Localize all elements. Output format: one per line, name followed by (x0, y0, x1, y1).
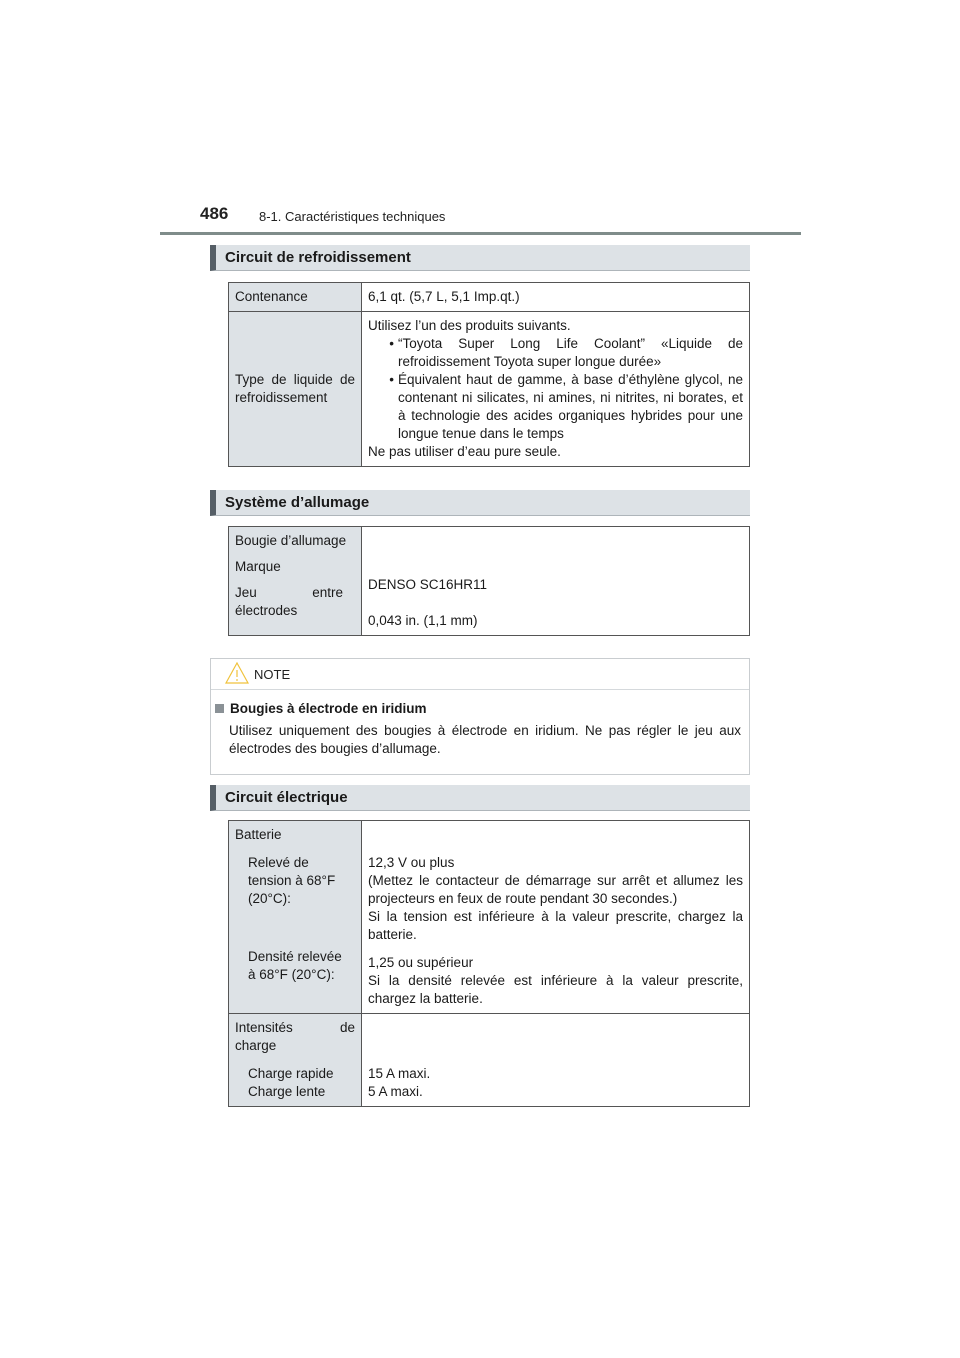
density-value-2: Si la densité relevée est inférieure à la valeur prescrite, chargez la batterie. (368, 973, 743, 1006)
electrical-table (228, 820, 750, 1107)
chapter-title: 8-1. Caractéristiques techniques (259, 209, 446, 224)
capacity-value: 6,1 qt. (5,7 L, 5,1 Imp.qt.) (362, 283, 750, 312)
list-item (368, 335, 743, 371)
brand-label: Marque (235, 559, 281, 574)
header-rule (160, 232, 801, 235)
table-row (229, 527, 750, 636)
coolant-type-value (362, 312, 750, 467)
spark-plug-values (362, 527, 750, 636)
coolant-intro: Utilisez l’un des produits suivants. (368, 318, 571, 333)
ignition-table (228, 526, 750, 636)
section-heading-cooling: Circuit de refroidissement (210, 245, 750, 271)
charge-values (362, 1014, 750, 1107)
cooling-table (228, 282, 750, 467)
table-row (229, 821, 750, 1014)
coolant-option-2: Équivalent haut de gamme, à base d’éthylène glycol, ne contenant ni silicates, ni amines, ni nitrites, ni borates, et à technologie des acides organiques hybrides pour une longue tenue dans le temps (398, 372, 743, 441)
charge-label: Intensités de charge (235, 1020, 355, 1053)
note-title: NOTE (254, 667, 291, 682)
square-bullet-icon (215, 704, 224, 713)
table-row (229, 1014, 750, 1107)
bullet-icon: • (389, 372, 394, 387)
page-number: 486 (200, 204, 229, 223)
fast-charge-label: Charge rapide (248, 1066, 334, 1081)
table-row (229, 283, 750, 312)
note-item-heading (215, 701, 427, 716)
gap-value: 0,043 in. (1,1 mm) (368, 613, 478, 628)
fast-charge-value: 15 A maxi. (368, 1066, 431, 1081)
note-header (211, 659, 749, 690)
battery-values (362, 821, 750, 1014)
coolant-warning: Ne pas utiliser d’eau pure seule. (368, 444, 561, 459)
brand-value: DENSO SC16HR11 (368, 577, 488, 592)
density-value-1: 1,25 ou supérieur (368, 955, 474, 970)
section-heading-ignition: Système d’allumage (210, 490, 750, 516)
battery-label: Batterie (235, 827, 282, 842)
voltage-label: Relevé de tension à 68°F (20°C): (248, 855, 336, 906)
list-item (368, 371, 743, 443)
note-text: Utilisez uniquement des bougies à électrode en iridium. Ne pas régler le jeu aux électrodes des bougies d’allumage. (229, 723, 741, 756)
capacity-label: Contenance (229, 283, 362, 312)
bullet-icon: • (389, 336, 394, 351)
density-label: Densité relevée à 68°F (20°C): (248, 949, 342, 982)
voltage-value-1: 12,3 V ou plus (368, 855, 455, 870)
warning-triangle-icon (225, 662, 249, 684)
voltage-value-2: (Mettez le contacteur de démarrage sur arrêt et allumez les projecteurs en feux de route pendant 30 secondes.) (368, 873, 743, 906)
section-heading-electrical: Circuit électrique (210, 785, 750, 811)
coolant-type-label: Type de liquide de refroidissement (229, 312, 362, 467)
coolant-option-1: “Toyota Super Long Life Coolant” «Liquide de refroidissement Toyota super longue durée» (398, 336, 743, 369)
charge-cell (229, 1014, 362, 1107)
spark-plug-cell (229, 527, 362, 636)
table-row (229, 312, 750, 467)
spark-plug-label: Bougie d’allumage (235, 533, 347, 548)
battery-cell (229, 821, 362, 1014)
note-item-title: Bougies à électrode en iridium (230, 701, 427, 716)
voltage-value-3: Si la tension est inférieure à la valeur prescrite, chargez la batterie. (368, 909, 743, 942)
slow-charge-label: Charge lente (248, 1084, 326, 1099)
note-box (210, 658, 750, 775)
slow-charge-value: 5 A maxi. (368, 1084, 423, 1099)
gap-label: Jeu entre électrodes (235, 585, 343, 618)
